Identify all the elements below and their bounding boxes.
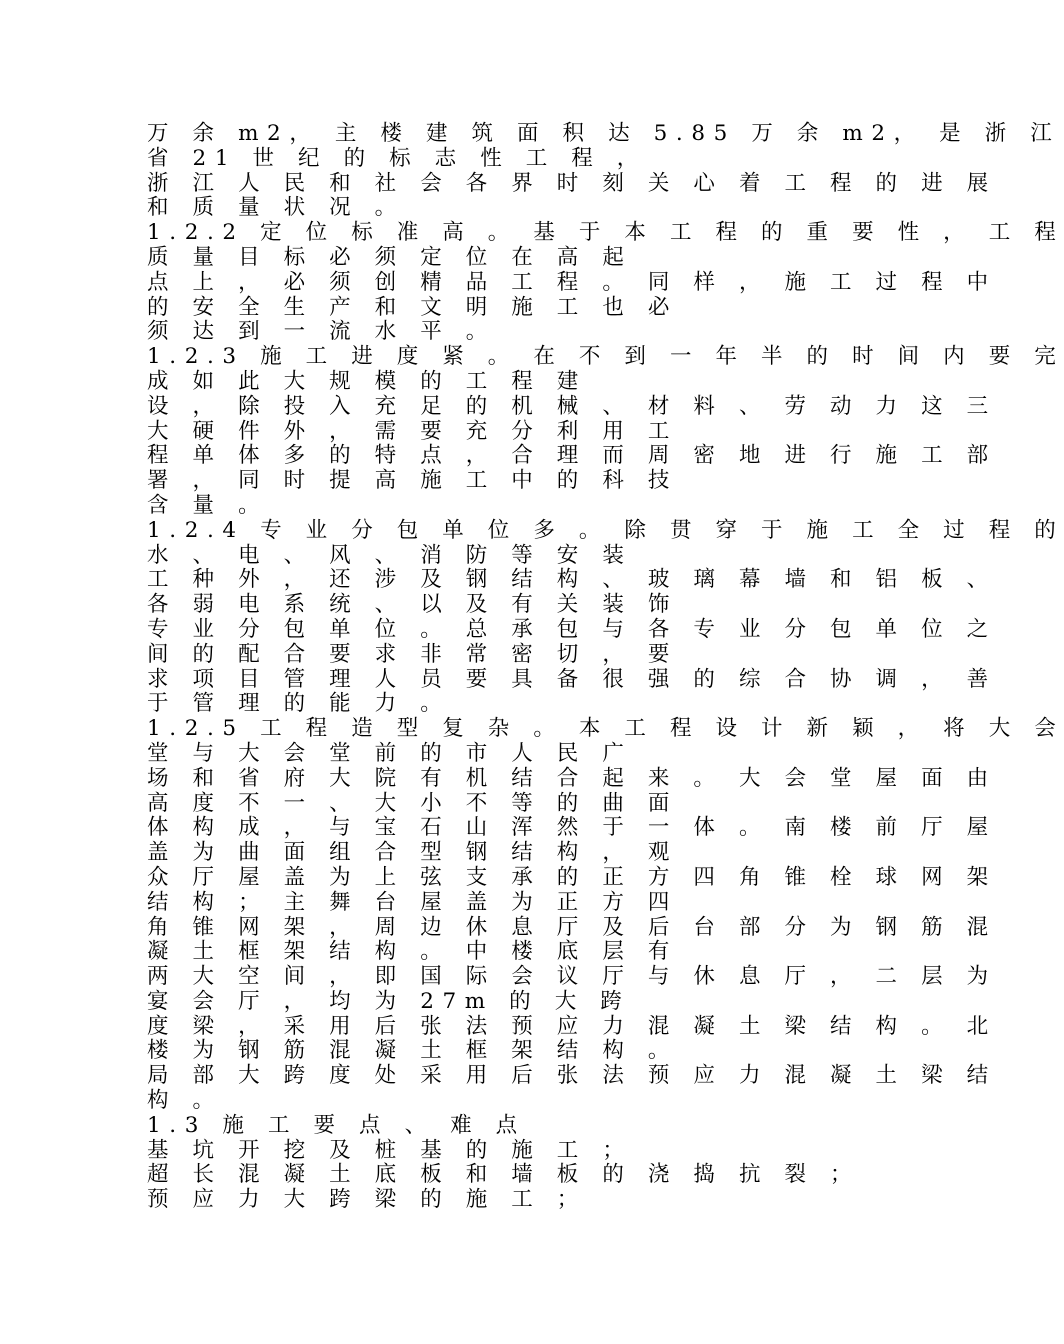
text-line: 万 余 m2， 主 楼 建 筑 面 积 达 5.85 万 余 m2， 是 浙 江 xyxy=(147,121,1061,146)
section-heading-1-2-5: 1.2.5 工 程 造 型 复 杂 。 本 工 程 设 计 新 颖 ， 将 大 会 xyxy=(147,716,1064,742)
text-line: 众 厅 屋 盖 为 上 弦 支 承 的 正 方 四 角 锥 栓 球 网 架 xyxy=(147,864,997,890)
text-line: 构 。 xyxy=(147,1088,223,1114)
section-heading-1-2-3: 1.2.3 施 工 进 度 紧 。 在 不 到 一 年 半 的 时 间 内 要 完 xyxy=(147,344,1064,370)
body-text xyxy=(147,121,1064,1213)
text-line: 宴 会 厅 ， 均 为 27m 的 大 跨 xyxy=(147,988,631,1014)
text-line: 程 单 体 多 的 特 点 ， 合 理 而 周 密 地 进 行 施 工 部 xyxy=(147,443,997,469)
text-line: 成 如 此 大 规 模 的 工 程 建 xyxy=(147,368,587,394)
text-line: 大 硬 件 外 ， 需 要 充 分 利 用 工 xyxy=(147,418,678,444)
text-line: 署 ， 同 时 提 高 施 工 中 的 科 技 xyxy=(147,468,678,494)
list-item: 超 长 混 凝 土 底 板 和 墙 板 的 浇 捣 抗 裂 ； xyxy=(147,1162,861,1188)
text-line: 两 大 空 间 ， 即 国 际 会 议 厅 与 休 息 厅 ， 二 层 为 xyxy=(147,964,997,990)
text-line: 和 质 量 状 况 。 xyxy=(147,195,405,221)
text-line: 设 ， 除 投 入 充 足 的 机 械 、 材 料 、 劳 动 力 这 三 xyxy=(147,393,997,419)
text-line: 于 管 理 的 能 力 。 xyxy=(147,691,451,717)
text-line: 工 种 外 ， 还 涉 及 钢 结 构 、 玻 璃 幕 墙 和 铝 板 、 xyxy=(147,567,997,593)
text-line: 高 度 不 一 、 大 小 不 等 的 曲 面 xyxy=(147,790,678,816)
section-heading-1-3: 1.3 施 工 要 点 、 难 点 xyxy=(147,1112,526,1138)
text-line: 浙 江 人 民 和 社 会 各 界 时 刻 关 心 着 工 程 的 进 展 xyxy=(147,170,997,196)
text-line: 须 达 到 一 流 水 平 。 xyxy=(147,319,496,345)
text-line: 点 上 ， 必 须 创 精 品 工 程 。 同 样 ， 施 工 过 程 中 xyxy=(147,269,997,295)
text-line: 专 业 分 包 单 位 。 总 承 包 与 各 专 业 分 包 单 位 之 xyxy=(147,616,997,642)
text-line: 度 梁 ， 采 用 后 张 法 预 应 力 混 凝 土 梁 结 构 。 北 xyxy=(147,1013,997,1039)
section-heading-1-2-4: 1.2.4 专 业 分 包 单 位 多 。 除 贯 穿 于 施 工 全 过 程 的 xyxy=(147,517,1064,543)
text-line: 省 21 世 纪 的 标 志 性 工 程 ， xyxy=(147,145,647,171)
text-line: 凝 土 框 架 结 构 。 中 楼 底 层 有 xyxy=(147,939,678,965)
text-line: 场 和 省 府 大 院 有 机 结 合 起 来 。 大 会 堂 屋 面 由 xyxy=(147,765,997,791)
text-line: 间 的 配 合 要 求 非 常 密 切 ， 要 xyxy=(147,641,678,667)
text-line: 盖 为 曲 面 组 合 型 钢 结 构 ， 观 xyxy=(147,840,678,866)
section-heading-1-2-2: 1.2.2 定 位 标 准 高 。 基 于 本 工 程 的 重 要 性 ， 工 程 xyxy=(147,220,1064,246)
text-line: 含 量 。 xyxy=(147,492,269,518)
list-item: 预 应 力 大 跨 梁 的 施 工 ； xyxy=(147,1187,587,1213)
list-item: 基 坑 开 挖 及 桩 基 的 施 工 ； xyxy=(147,1137,633,1163)
text-line: 水 、 电 、 风 、 消 防 等 安 装 xyxy=(147,542,633,568)
text-line: 的 安 全 生 产 和 文 明 施 工 也 必 xyxy=(147,294,678,320)
text-line: 楼 为 钢 筋 混 凝 土 框 架 结 构 。 xyxy=(147,1038,678,1064)
text-line: 角 锥 网 架 ， 周 边 休 息 厅 及 后 台 部 分 为 钢 筋 混 xyxy=(147,914,997,940)
text-line: 求 项 目 管 理 人 员 要 具 备 很 强 的 综 合 协 调 ， 善 xyxy=(147,666,997,692)
text-line: 结 构 ； 主 舞 台 屋 盖 为 正 方 四 xyxy=(147,889,678,915)
text-line: 体 构 成 ， 与 宝 石 山 浑 然 于 一 体 。 南 楼 前 厅 屋 xyxy=(147,815,997,841)
text-line: 局 部 大 跨 度 处 采 用 后 张 法 预 应 力 混 凝 土 梁 结 xyxy=(147,1063,997,1089)
text-line: 质 量 目 标 必 须 定 位 在 高 起 xyxy=(147,244,633,270)
text-line: 堂 与 大 会 堂 前 的 市 人 民 广 xyxy=(147,740,633,766)
text-line: 各 弱 电 系 统 、 以 及 有 关 装 饰 xyxy=(147,592,678,618)
